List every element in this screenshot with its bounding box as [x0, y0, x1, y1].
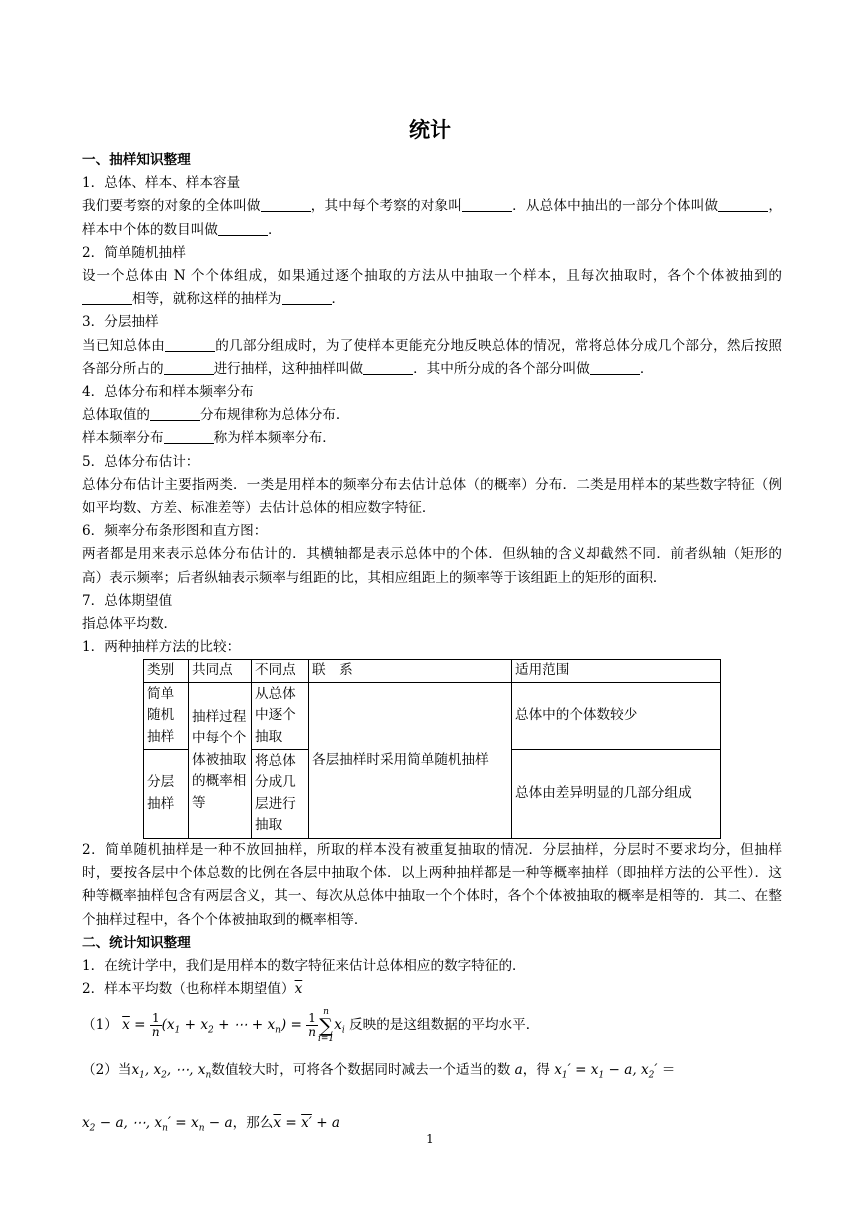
comparison-title: 1．两种抽样方法的比较：	[82, 639, 241, 656]
text-run: ．	[639, 360, 654, 377]
text-run: 总体取值的	[82, 407, 150, 424]
data-list-formula: $x_1$, $x_2$, ⋯, $x_n$	[131, 1062, 212, 1081]
item-5-text: 总体分布估计主要指两类．一类是用样本的频率分布去估计总体（的概率）分布．二类是用样本的某些数字特征（例如平均数、方差、标准差等）去估计总体的相应数字特征．	[82, 476, 782, 517]
sampling-comparison-table	[143, 659, 721, 839]
constant-a: a	[514, 1062, 523, 1079]
item-3-title: 3．分层抽样	[82, 314, 159, 331]
table-header-cell: 共同点	[189, 660, 252, 683]
section-heading-sampling: 一、抽样知识整理	[82, 152, 191, 168]
fill-blank	[462, 197, 512, 212]
table-cell-scope: 总体由差异明显的几部分组成	[512, 749, 721, 838]
item-3-text	[82, 335, 782, 381]
table-header-cell: 不同点	[252, 660, 309, 683]
text-run: 反映的是这组数据的平均水平．	[349, 1017, 540, 1034]
mean-formula: $\overline{x}$ = $\frac{1}{n}$ ($x_1 + x_2$ + ⋯ + $x_n$) = $\frac{1}{n}$ n ∑ $i=1x_i$	[122, 1006, 345, 1044]
text-run: 分布规律称为总体分布．	[199, 407, 350, 424]
text-run: 相等，就称这样的抽样为	[132, 291, 282, 308]
text-run: ，得	[522, 1062, 550, 1079]
table-cell-difference: 将总体分成几层进行抽取	[252, 749, 309, 838]
fill-blank	[261, 197, 311, 212]
text-run: ＝	[661, 1062, 676, 1079]
table-cell-type: 分层抽样	[144, 749, 189, 838]
text-run: （1）	[82, 1017, 118, 1034]
shifted-mean-formula: $\overline{x} = x' + a$	[273, 1115, 341, 1132]
document-body	[82, 149, 782, 1141]
text-run: 称为样本频率分布．	[213, 430, 336, 447]
item-4-text-a	[82, 404, 782, 427]
text-run: 样本频率分布	[82, 430, 164, 447]
text-run: ，那么	[232, 1115, 274, 1132]
page-number: 1	[426, 1132, 434, 1146]
table-cell-relation: 各层抽样时采用简单随机抽样	[309, 682, 512, 838]
shift-formula: $x_1' = x_1 - a$, $x_2'$	[554, 1062, 658, 1081]
sample-mean-symbol: $\overline{x}$	[294, 981, 303, 998]
item-4-title: 4．总体分布和样本频率分布	[82, 384, 254, 401]
fill-blank	[164, 360, 214, 375]
table-cell-scope: 总体中的个体数较少	[512, 682, 721, 749]
text-run: ，其中每个考察的对象叫	[310, 198, 462, 215]
shift-method-line-1	[82, 1059, 782, 1088]
item-5-title: 5．总体分布估计：	[82, 453, 200, 470]
section-heading-statistics: 二、统计知识整理	[82, 934, 191, 951]
item-7-text: 指总体平均数．	[82, 616, 178, 633]
fill-blank	[82, 290, 132, 305]
text-run: ．	[267, 221, 282, 238]
text-run: （2）当	[82, 1062, 132, 1079]
item-2-title: 2．简单随机抽样	[82, 244, 186, 261]
item-7-title: 7．总体期望值	[82, 592, 173, 609]
table-header-cell: 类别	[144, 660, 189, 683]
fill-blank	[718, 197, 768, 212]
shift-formula-cont: $x_2 - a$, ⋯, $x_n' = x_n - a$	[82, 1115, 233, 1134]
fill-blank	[282, 290, 332, 305]
text-run: 数值较大时，可将各个数据同时减去一个适当的数	[211, 1062, 511, 1079]
table-header-cell: 联 系	[309, 660, 512, 683]
table-header-row	[144, 660, 721, 683]
fill-blank	[164, 429, 214, 444]
text-run: 的几部分组成时，为了使样本更能充分地反映总体的情况，常将总体分成几个部分，然后按照各部分所占的	[82, 337, 783, 377]
item-1-title: 1．总体、样本、样本容量	[82, 175, 241, 192]
text-run: 当已知总体由	[82, 337, 165, 354]
text-run: ．其中所分成的各个部分叫做	[413, 360, 590, 377]
item-6-title: 6．频率分布条形图和直方图：	[82, 523, 268, 540]
table-header-cell: 适用范围	[512, 660, 721, 683]
table-cell-difference: 从总体中逐个抽取	[252, 682, 309, 749]
text-run: 进行抽样，这种抽样叫做	[213, 360, 364, 377]
table-cell-common: 抽样过程中每个个体被抽取的概率相等	[189, 682, 252, 838]
item-1-text	[82, 195, 782, 241]
fill-blank	[218, 221, 268, 236]
text-run: 我们要考察的对象的全体叫做	[82, 198, 261, 215]
table-row	[144, 682, 721, 749]
item-2-text	[82, 265, 782, 311]
fill-blank	[590, 360, 640, 375]
table-cell-type: 简单随机抽样	[144, 682, 189, 749]
fill-blank	[363, 360, 413, 375]
mean-formula-line	[82, 1007, 782, 1049]
text-run: 2．样本平均数（也称样本期望值）	[82, 981, 295, 998]
statistics-item-1: 1．在统计学中，我们是用样本的数字特征来估计总体相应的数字特征的．	[82, 957, 526, 974]
text-run: ，样本中个体的数目叫做	[82, 198, 783, 238]
statistics-item-2	[82, 978, 782, 1001]
text-run: ．从总体中抽出的一部分个体叫做	[511, 198, 719, 215]
sampling-note: 2．简单随机抽样是一种不放回抽样，所取的样本没有被重复抽取的情况．分层抽样，分层时不要求均分，但抽样时，要按各层中个体总数的比例在各层中抽取个体．以上两种抽样都是一种等概率抽样（即抽样方法的公平性）．这种等概率抽样包含有两层含义，其一、每次从总体中抽取一个个体时，各个个体被抽取的概率是相等的．其二、在整个抽样过程中，各个个体被抽取到的概率相等．	[82, 841, 782, 928]
item-6-text: 两者都是用来表示总体分布估计的．其横轴都是表示总体中的个体．但纵轴的含义却截然不同．前者纵轴（矩形的高）表示频率；后者纵轴表示频率与组距的比，其相应组距上的频率等于该组距上的矩形的面积．	[82, 546, 782, 586]
fill-blank	[150, 406, 200, 421]
text-run: 设一个总体由 N 个个体组成，如果通过逐个抽取的方法从中抽取一个样本，且每次抽取时，各个个体被抽到的	[82, 268, 782, 285]
page-title: 统计	[409, 118, 451, 142]
fill-blank	[165, 337, 215, 352]
item-4-text-b	[82, 427, 782, 450]
text-run: ．	[331, 291, 346, 308]
